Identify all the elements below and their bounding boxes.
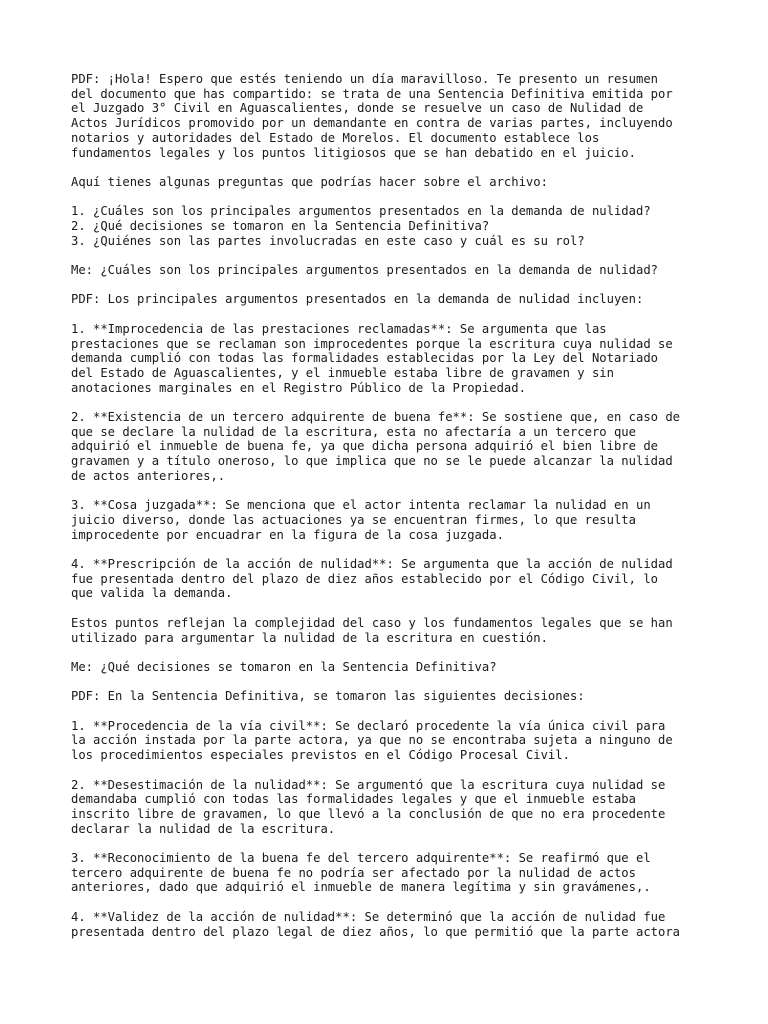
paragraph-user-question-1: Me: ¿Cuáles son los principales argumentos presentados en la demanda de nulidad? (71, 263, 658, 278)
paragraph-answer-2-point-4: 4. **Validez de la acción de nulidad**: Se determinó que la acción de nulidad fue presentada dentro del plazo legal de diez años, lo que permitió que la parte actora (71, 909, 681, 939)
paragraph-answer-1-point-4: 4. **Prescripción de la acción de nulidad**: Se argumenta que la acción de nulidad fue presentada dentro del plazo de diez años establecido por el Código Civil, lo que valida la demanda. (71, 557, 673, 601)
document-page (71, 72, 701, 954)
paragraph-answer-1-point-2: 2. **Existencia de un tercero adquirente de buena fe**: Se sostiene que, en caso de que se declare la nulidad de la escritura, esta no afectaría a un tercero que adquirió el inmueble de buena fe, ya que dicha persona adquirió el bien libre de gravamen y a título oneroso, lo que implica que no se le puede alcanzar la nulidad de actos anteriores,. (71, 410, 681, 483)
paragraph-answer-2-point-2: 2. **Desestimación de la nulidad**: Se argumentó que la escritura cuya nulidad se demandaba cumplió con todas las formalidades legales y que el inmueble estaba inscrito libre de gravamen, lo que llevó a la conclusión de que no era procedente declarar la nulidad de la escritura. (71, 777, 666, 836)
paragraph-suggested-questions: 1. ¿Cuáles son los principales argumentos presentados en la demanda de nulidad? 2. ¿Qué decisiones se tomaron en la Sentencia Definitiva? 3. ¿Quiénes son las partes involucradas en este caso y cuál es su rol? (71, 204, 651, 248)
paragraph-summary: PDF: ¡Hola! Espero que estés teniendo un día maravilloso. Te presento un resumen del documento que has compartido: se trata de una Sentencia Definitiva emitida por el Juzgado 3° Civil en Aguascalientes, donde se resuelve un caso de Nulidad de Actos Jurídicos promovido por un demandante en contra de varias partes, incluyendo notarios y autoridades del Estado de Morelos. El documento establece los fundamentos legales y los puntos litigiosos que se han debatido en el juicio. (71, 72, 673, 160)
paragraph-user-question-2: Me: ¿Qué decisiones se tomaron en la Sentencia Definitiva? (71, 659, 497, 674)
paragraph-answer-1-conclusion: Estos puntos reflejan la complejidad del caso y los fundamentos legales que se han utilizado para argumentar la nulidad de la escritura en cuestión. (71, 615, 673, 645)
paragraph-questions-intro: Aquí tienes algunas preguntas que podrías hacer sobre el archivo: (71, 174, 548, 189)
paragraph-answer-1-point-1: 1. **Improcedencia de las prestaciones reclamadas**: Se argumenta que las prestaciones que se reclaman son improcedentes porque la escritura cuya nulidad se demanda cumplió con todas las formalidades establecidas por la Ley del Notariado del Estado de Aguascalientes, y el inmueble estaba libre de gravamen y sin anotaciones marginales en el Registro Público de la Propiedad. (71, 321, 673, 395)
paragraph-answer-2-intro: PDF: En la Sentencia Definitiva, se tomaron las siguientes decisiones: (71, 689, 585, 704)
paragraph-answer-2-point-1: 1. **Procedencia de la vía civil**: Se declaró procedente la vía única civil para la acción instada por la parte actora, ya que no se encontraba sujeta a ninguno de los procedimientos especiales previstos en el Código Procesal Civil. (71, 718, 673, 763)
paragraph-answer-1-intro: PDF: Los principales argumentos presentados en la demanda de nulidad incluyen: (71, 292, 644, 307)
paragraph-answer-1-point-3: 3. **Cosa juzgada**: Se menciona que el actor intenta reclamar la nulidad en un juicio diverso, donde las actuaciones ya se encuentran firmes, lo que resulta improcedente por encuadrar en la figura de la cosa juzgada. (71, 498, 651, 542)
paragraph-answer-2-point-3: 3. **Reconocimiento de la buena fe del tercero adquirente**: Se reafirmó que el tercero adquirente de buena fe no podría ser afectado por la nulidad de actos anteriores, dado que adquirió el inmueble de manera legítima y sin gravámenes,. (71, 851, 651, 895)
